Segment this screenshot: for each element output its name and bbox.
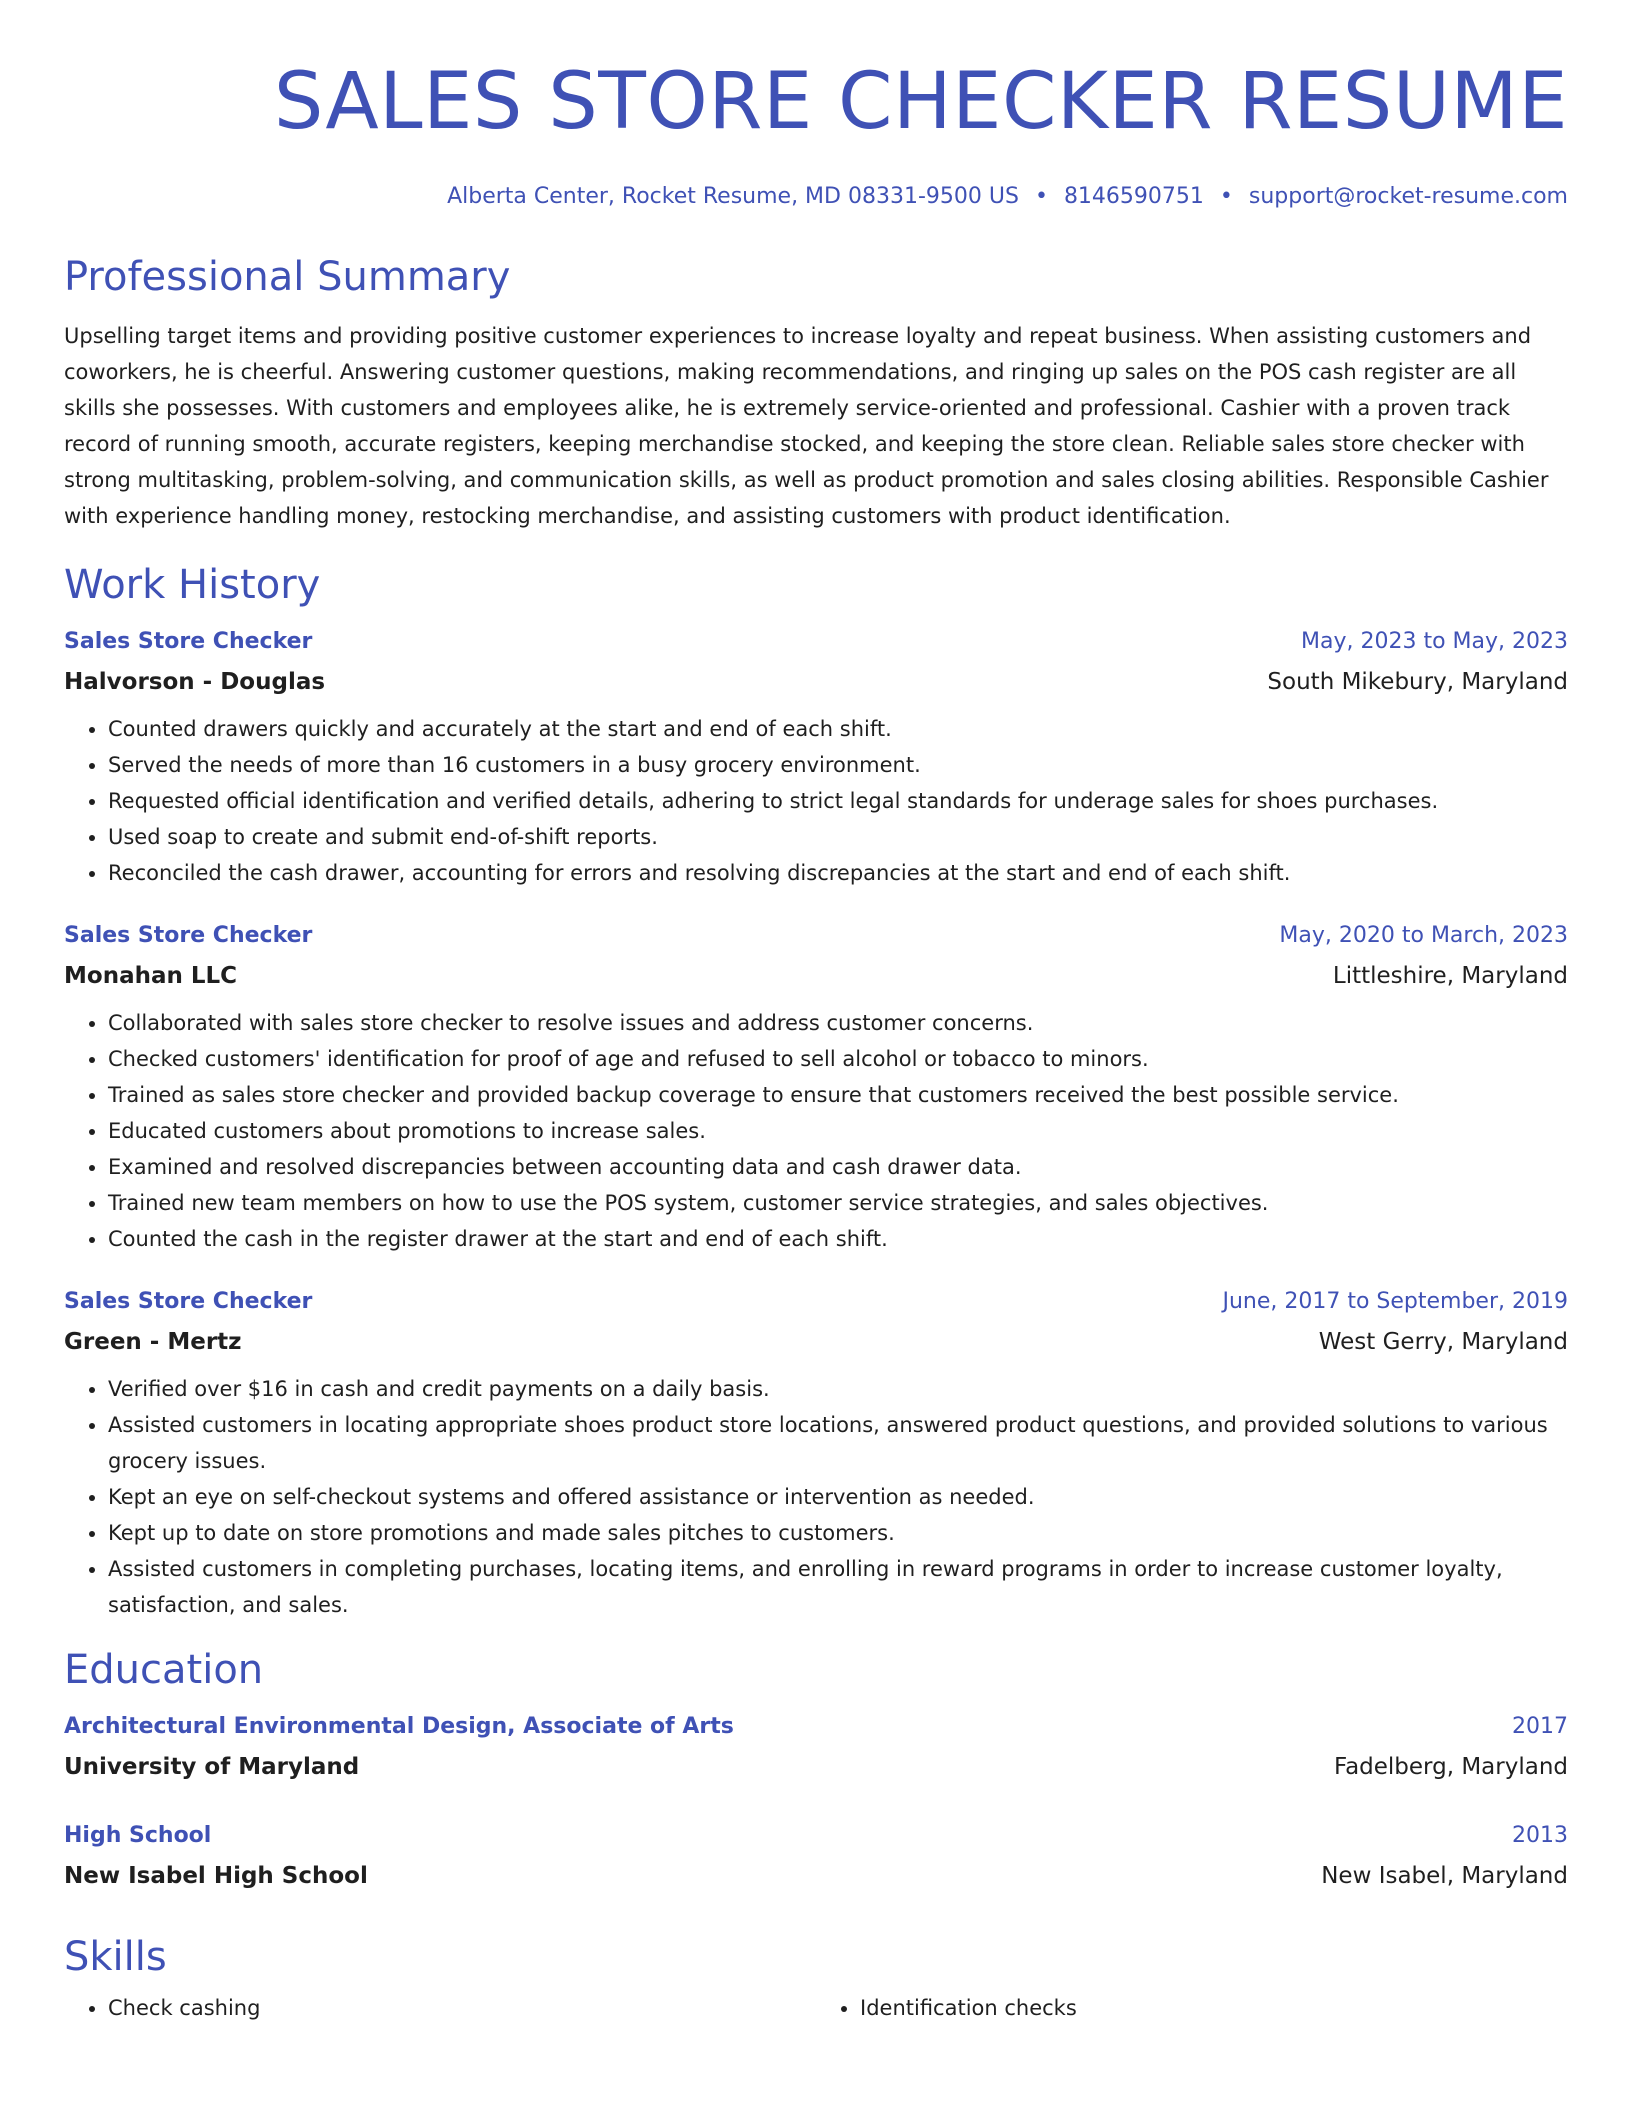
job-employer-row	[64, 662, 1568, 702]
education-year: 2017	[1512, 1714, 1568, 1739]
skills-section	[64, 1932, 1568, 2026]
bullet-item: • Reconciled the cash drawer, accounting for errors and resolving discrepancies at the start and end of each shift.	[108, 855, 1568, 891]
education-entry	[64, 1816, 1568, 1896]
contact-address: Alberta Center, Rocket Resume, MD 08331-9500 US	[447, 184, 1019, 209]
contact-email: support@rocket-resume.com	[1248, 184, 1568, 209]
education-section	[64, 1645, 1568, 1896]
job-title-row	[64, 1282, 1568, 1322]
bullet-item: • Assisted customers in locating appropriate shoes product store locations, answered product questions, and provided solutions to various grocery issues.	[108, 1407, 1568, 1479]
education-school: University of Maryland	[64, 1754, 360, 1780]
job-entry	[64, 916, 1568, 1257]
bullet-item: • Trained new team members on how to use the POS system, customer service strategies, and sales objectives.	[108, 1185, 1568, 1221]
job-role: Sales Store Checker	[64, 629, 313, 654]
education-degree: High School	[64, 1823, 212, 1848]
education-heading: Education	[64, 1647, 264, 1693]
job-employer-row	[64, 1322, 1568, 1362]
bullet-item: • Assisted customers in completing purchases, locating items, and enrolling in reward programs in order to increase customer loyalty, satisfaction, and sales.	[108, 1551, 1568, 1623]
job-location: West Gerry, Maryland	[1318, 1329, 1568, 1355]
bullet-item: • Verified over $16 in cash and credit payments on a daily basis.	[108, 1371, 1568, 1407]
bullet-item: • Requested official identification and verified details, adhering to strict legal standards for underage sales for shoes purchases.	[108, 783, 1568, 819]
contact-line	[64, 182, 1568, 212]
job-bullets	[64, 1371, 1568, 1623]
bullet-item: • Examined and resolved discrepancies between accounting data and cash drawer data.	[108, 1149, 1568, 1185]
resume-name: SALES STORE CHECKER RESUME	[273, 57, 1568, 147]
summary-section	[64, 252, 1568, 534]
job-role: Sales Store Checker	[64, 923, 313, 948]
education-school-row	[64, 1856, 1568, 1896]
bullet-item: • Used soap to create and submit end-of-shift reports.	[108, 819, 1568, 855]
education-school-row	[64, 1747, 1568, 1787]
job-employer-row	[64, 956, 1568, 996]
contact-separator: •	[1034, 184, 1048, 209]
bullet-item: • Checked customers' identification for proof of age and refused to sell alcohol or tobacco to minors.	[108, 1041, 1568, 1077]
education-degree-row	[64, 1707, 1568, 1747]
bullet-item: • Kept up to date on store promotions and made sales pitches to customers.	[108, 1515, 1568, 1551]
skills-list-right	[816, 1990, 1568, 2026]
bullet-item: • Counted the cash in the register drawer at the start and end of each shift.	[108, 1221, 1568, 1257]
bullet-item: • Trained as sales store checker and provided backup coverage to ensure that customers received the best possible service.	[108, 1077, 1568, 1113]
summary-heading: Professional Summary	[64, 254, 511, 300]
summary-text: Upselling target items and providing positive customer experiences to increase loyalty and repeat business. When assisting customers and coworkers, he is cheerful. Answering customer questions, making recommendations, and ringing up sales on the POS cash register are all skills she possesses. With customers and employees alike, he is extremely service-oriented and professional. Cashier with a proven track record of running smooth, accurate registers, keeping merchandise stocked, and keeping the store clean. Reliable sales store checker with strong multitasking, problem-solving, and communication skills, as well as product promotion and sales closing abilities. Responsible Cashier with experience handling money, restocking merchandise, and assisting customers with product identification.	[64, 324, 1549, 528]
job-role: Sales Store Checker	[64, 1289, 313, 1314]
job-location: South Mikebury, Maryland	[1267, 669, 1568, 695]
bullet-item: • Kept an eye on self-checkout systems and offered assistance or intervention as needed.	[108, 1479, 1568, 1515]
job-dates: May, 2023 to May, 2023	[1301, 629, 1568, 654]
job-entry	[64, 1282, 1568, 1623]
job-dates: May, 2020 to March, 2023	[1279, 923, 1568, 948]
education-location: New Isabel, Maryland	[1321, 1863, 1568, 1889]
job-dates: June, 2017 to September, 2019	[1222, 1289, 1568, 1314]
bullet-item: • Served the needs of more than 16 customers in a busy grocery environment.	[108, 747, 1568, 783]
job-employer: Monahan LLC	[64, 963, 238, 989]
education-year: 2013	[1512, 1823, 1568, 1848]
work-history-heading: Work History	[64, 562, 321, 608]
skill-item: • Identification checks	[860, 1990, 1568, 2026]
skills-list-left	[64, 1990, 816, 2026]
job-location: Littleshire, Maryland	[1332, 963, 1568, 989]
contact-separator: •	[1219, 184, 1233, 209]
job-entry	[64, 622, 1568, 891]
job-bullets	[64, 711, 1568, 891]
job-employer: Halvorson - Douglas	[64, 669, 326, 695]
education-location: Fadelberg, Maryland	[1333, 1754, 1568, 1780]
job-title-row	[64, 916, 1568, 956]
skills-columns	[64, 1990, 1568, 2026]
job-title-row	[64, 622, 1568, 662]
education-school: New Isabel High School	[64, 1863, 368, 1889]
education-entry	[64, 1707, 1568, 1787]
job-bullets	[64, 1005, 1568, 1257]
job-employer: Green - Mertz	[64, 1329, 242, 1355]
skills-heading: Skills	[64, 1934, 167, 1980]
contact-phone: 8146590751	[1063, 184, 1204, 209]
bullet-item: • Educated customers about promotions to increase sales.	[108, 1113, 1568, 1149]
education-degree-row	[64, 1816, 1568, 1856]
work-history-section	[64, 560, 1568, 1623]
resume-header	[64, 0, 1568, 212]
skill-item: • Check cashing	[108, 1990, 816, 2026]
bullet-item: • Counted drawers quickly and accurately at the start and end of each shift.	[108, 711, 1568, 747]
education-degree: Architectural Environmental Design, Associate of Arts	[64, 1714, 734, 1739]
bullet-item: • Collaborated with sales store checker to resolve issues and address customer concerns.	[108, 1005, 1568, 1041]
